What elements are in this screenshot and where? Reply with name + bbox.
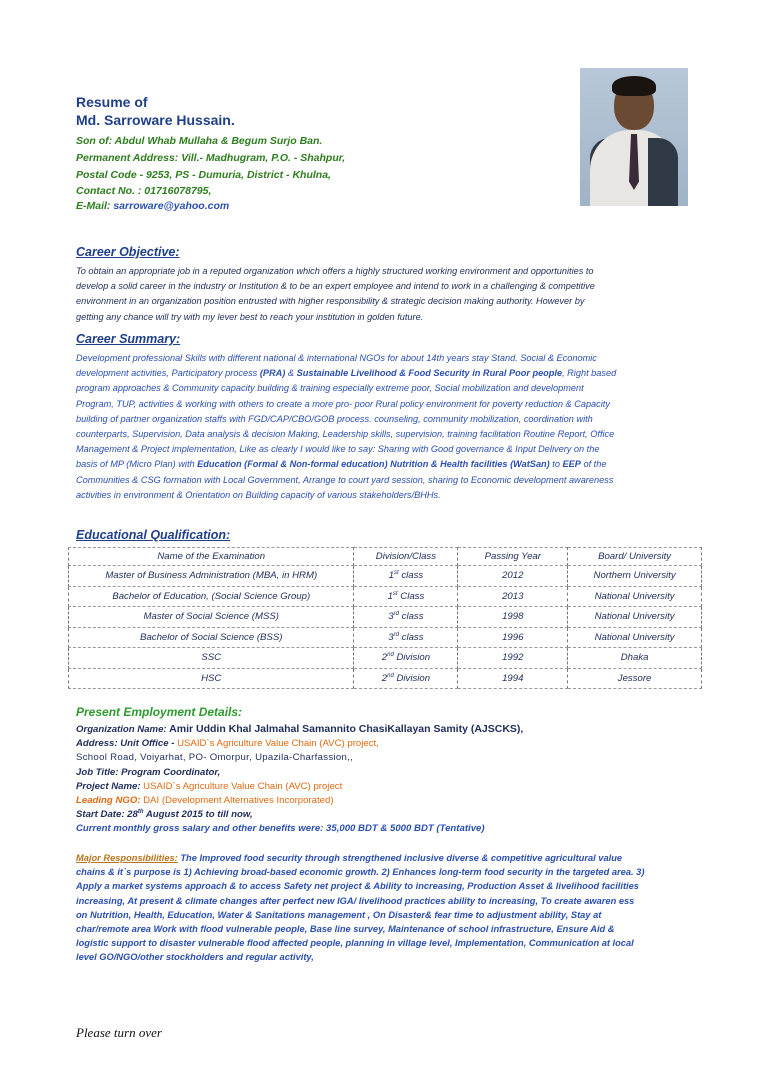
division-cell: 3rd class bbox=[354, 607, 458, 628]
column-header: Board/ University bbox=[568, 548, 702, 566]
start-date: Start Date: 28th August 2015 to till now, bbox=[76, 809, 253, 821]
table-header-row bbox=[69, 548, 702, 566]
division-cell: 1st Class bbox=[354, 586, 458, 607]
job-title: Job Title: Program Coordinator, bbox=[76, 766, 221, 778]
board-cell: National University bbox=[568, 607, 702, 628]
responsibility-line: on Nutrition, Health, Education, Water & Sanitations management , On Disaster& fear time to adjustment ability, Stay at bbox=[76, 909, 602, 920]
exam-cell: Bachelor of Education, (Social Science Group) bbox=[69, 586, 354, 607]
responsibility-line: Apply a market systems approach & to access Safety net project & Ability to increasing, Production Asset & livelihood facilities bbox=[76, 881, 639, 892]
career-objective-text bbox=[76, 264, 700, 325]
profile-photo bbox=[580, 68, 688, 206]
responsibility-line: increasing, At present & climate changes after perfect new IGA/ livelihood practices ability to increasing, To create awaren ess bbox=[76, 895, 635, 906]
division-cell: 2nd Division bbox=[354, 648, 458, 669]
division-cell: 3rd class bbox=[354, 627, 458, 648]
employment-heading: Present Employment Details: bbox=[76, 705, 243, 719]
responsibility-line: logistic support to disaster vulnerable flood affected people, planning in village level, Implementation, Communication at local bbox=[76, 938, 634, 949]
column-header: Passing Year bbox=[458, 548, 568, 566]
year-cell: 1994 bbox=[458, 668, 568, 689]
exam-cell: SSC bbox=[69, 648, 354, 669]
organization-line: Organization Name: Amir Uddin Khal Jalmahal Samannito ChasiKallayan Samity (AJSCKS), bbox=[76, 723, 524, 735]
division-cell: 2nd Division bbox=[354, 668, 458, 689]
salary-line: Current monthly gross salary and other benefits were: 35,000 BDT & 5000 BDT (Tentative) bbox=[76, 823, 485, 835]
division-cell: 1st class bbox=[354, 566, 458, 587]
contact-number: Contact No. : 01716078795, bbox=[76, 185, 212, 197]
summary-line: building of partner organization staffs with FGD/CAP/CBO/GOB process. counseling, community mobilization, coordination with bbox=[76, 413, 593, 424]
objective-line: To obtain an appropriate job in a reputed organization which offers a highly structured working environment and opportunities to bbox=[76, 266, 594, 276]
board-cell: National University bbox=[568, 586, 702, 607]
employment-details bbox=[76, 722, 706, 837]
summary-line: Program, TUP, activities & working with others to create a more pro- poor Rural policy environment for poverty reduction & Capacity bbox=[76, 398, 610, 409]
responsibility-line: chains & it`s purpose is 1) Achieving broad-based economic growth. 2) Enhances long-term food security in the targeted area. 3) bbox=[76, 867, 645, 878]
responsibility-line: Major Responsibilities: The Improved food security through strengthened inclusive diverse & competitive agricultural value bbox=[76, 853, 623, 863]
summary-line: Development professional Skills with different national & international NGOs for about 14th years stay Stand. Social & Economic bbox=[76, 353, 597, 363]
education-table bbox=[68, 547, 702, 689]
year-cell: 1992 bbox=[458, 648, 568, 669]
exam-cell: Master of Social Science (MSS) bbox=[69, 607, 354, 628]
permanent-address: Permanent Address: Vill.- Madhugram, P.O. - Shahpur, bbox=[76, 152, 346, 164]
table-row bbox=[69, 648, 702, 669]
address-line: Address: Unit Office - USAID`s Agriculture Value Chain (AVC) project, bbox=[76, 738, 379, 750]
table-row bbox=[69, 607, 702, 628]
objective-line: environment in an organization position entrusted with higher responsibility & strategic decision making authority. However by bbox=[76, 296, 585, 307]
education-heading: Educational Qualification: bbox=[76, 528, 231, 542]
leading-ngo-line: Leading NGO: DAI (Development Alternatives Incorporated) bbox=[76, 795, 334, 807]
summary-line: basis of MP (Micro Plan) with Education (Formal & Non-formal education) Nutrition & Health facilities (WatSan) to EEP of the bbox=[76, 459, 607, 470]
column-header: Division/Class bbox=[354, 548, 458, 566]
career-objective-heading: Career Objective: bbox=[76, 245, 180, 259]
summary-line: program approaches & Community capacity building & training especially extreme poor, Social mobilization and development bbox=[76, 383, 584, 394]
summary-line: Communities & CSG formation with Local Government, Arrange to court yard session, sharing to Economic development awareness bbox=[76, 474, 614, 485]
resume-title: Resume of bbox=[76, 94, 148, 110]
column-header: Name of the Examination bbox=[69, 548, 354, 566]
email-link[interactable]: sarroware@yahoo.com bbox=[113, 200, 230, 212]
objective-line: develop a solid career in the industry or Institution & to be an expert employee and intend to work in a challenging & competitive bbox=[76, 281, 595, 292]
exam-cell: Master of Business Administration (MBA, in HRM) bbox=[69, 566, 354, 587]
responsibilities-text bbox=[76, 851, 702, 965]
postal-code: Postal Code - 9253, PS - Dumuria, District - Khulna, bbox=[76, 169, 331, 181]
year-cell: 1996 bbox=[458, 627, 568, 648]
year-cell: 1998 bbox=[458, 607, 568, 628]
candidate-name: Md. Sarroware Hussain. bbox=[76, 112, 235, 128]
table-row bbox=[69, 668, 702, 689]
address-line-2: School Road, Voiyarhat, PO- Omorpur, Upazila-Charfassion,, bbox=[76, 752, 354, 764]
exam-cell: Bachelor of Social Science (BSS) bbox=[69, 627, 354, 648]
email-line bbox=[76, 199, 229, 213]
objective-line: getting any chance will try with my lever best to reach your institution in golden future. bbox=[76, 311, 424, 322]
summary-line: activities in environment & Orientation on Building capacity of various stakeholders/BHHs. bbox=[76, 489, 441, 500]
year-cell: 2012 bbox=[458, 566, 568, 587]
summary-line: Management & Project implementation, Like as clearly I would like to say: Sharing with Good governance & Input Delivery on the bbox=[76, 444, 600, 455]
board-cell: Northern University bbox=[568, 566, 702, 587]
responsibilities-label: Major Responsibilities: bbox=[76, 853, 178, 863]
exam-cell: HSC bbox=[69, 668, 354, 689]
son-of: Son of: Abdul Whab Mullaha & Begum Surjo Ban. bbox=[76, 135, 323, 147]
responsibility-line: level GO/NGO/other stockholders and regular activity, bbox=[76, 952, 314, 963]
board-cell: Dhaka bbox=[568, 648, 702, 669]
email-label: E-Mail: bbox=[76, 200, 111, 212]
project-line: Project Name: USAID`s Agriculture Value Chain (AVC) project bbox=[76, 780, 343, 792]
summary-line: counterparts, Supervision, Data analysis & decision Making, Leadership skills, supervision, training facilitation Routine Report, Office bbox=[76, 429, 615, 440]
board-cell: Jessore bbox=[568, 668, 702, 689]
please-turn-over: Please turn over bbox=[76, 1025, 162, 1040]
career-summary-text bbox=[76, 351, 700, 503]
board-cell: National University bbox=[568, 627, 702, 648]
summary-line: development activities, Participatory process (PRA) & Sustainable Livelihood & Food Security in Rural Poor people, Right based bbox=[76, 368, 617, 379]
table-row bbox=[69, 586, 702, 607]
career-summary-heading: Career Summary: bbox=[76, 332, 181, 346]
year-cell: 2013 bbox=[458, 586, 568, 607]
table-row bbox=[69, 566, 702, 587]
responsibility-line: char/remote area Work with flood vulnerable people, Base line survey, Maintenance of school infrastructure, Ensure Aid & bbox=[76, 924, 615, 935]
table-row bbox=[69, 627, 702, 648]
